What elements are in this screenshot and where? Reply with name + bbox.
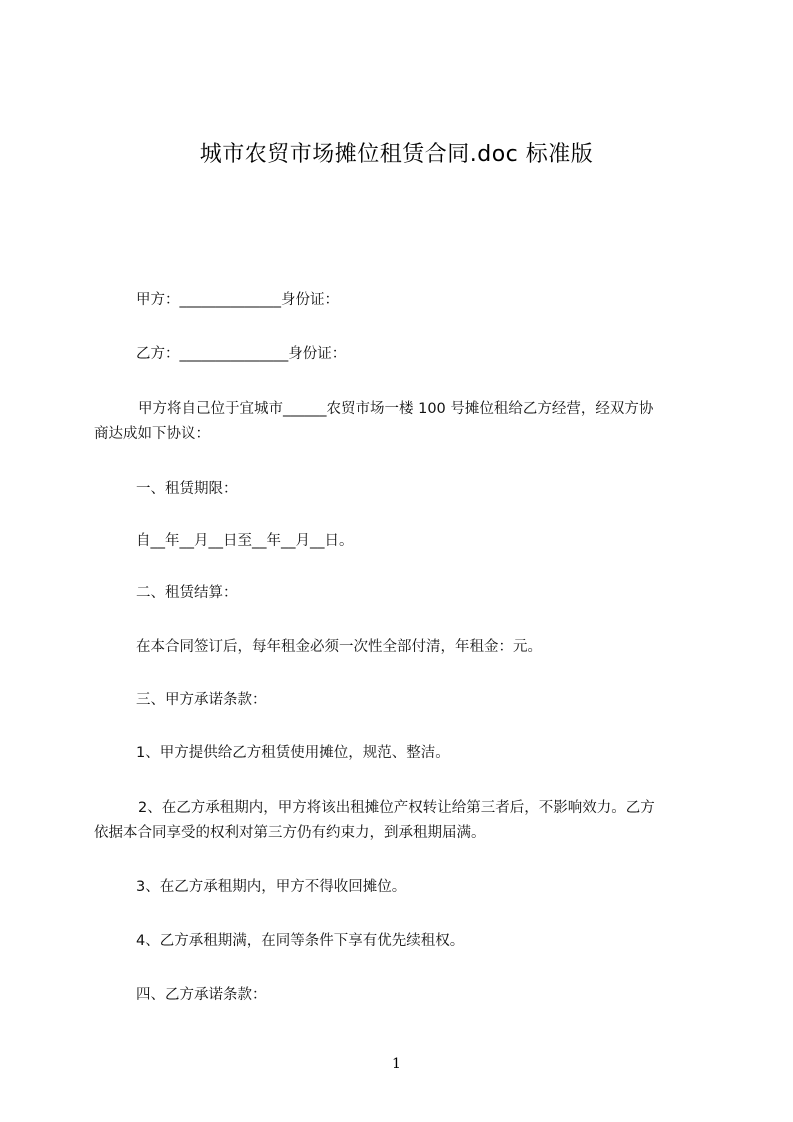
section-4-heading: 四、乙方承诺条款： [136, 987, 267, 1003]
clause-3-3: 3、在乙方承租期内，甲方不得收回摊位。 [136, 879, 407, 895]
clause-3-2-line-2: 依据本合同享受的权利对第三方仍有约束力，到承租期届满。 [94, 825, 486, 841]
page-number: 1 [392, 1056, 401, 1072]
intro-paragraph [94, 397, 714, 447]
clause-3-2 [94, 796, 714, 846]
section-1-heading: 一、租赁期限： [136, 481, 238, 497]
settlement-text: 在本合同签订后，每年租金必须一次性全部付清，年租金：元。 [136, 639, 542, 655]
section-2-heading: 二、租赁结算： [136, 585, 238, 601]
clause-3-1: 1、甲方提供给乙方租赁使用摊位，规范、整洁。 [136, 745, 450, 761]
document-title: 城市农贸市场摊位租赁合同.doc 标准版 [199, 142, 594, 167]
intro-line-1: 甲方将自己位于宜城市______农贸市场一楼 100 号摊位租给乙方经营，经双方协 [138, 401, 654, 417]
party-a-line: 甲方：______________身份证： [136, 292, 339, 308]
party-b-line: 乙方：_______________身份证： [136, 346, 347, 362]
clause-3-4: 4、乙方承租期满，在同等条件下享有优先续租权。 [136, 933, 465, 949]
intro-line-2: 商达成如下协议： [94, 426, 210, 442]
lease-period: 自__年__月__日至__年__月__日。 [136, 533, 354, 549]
clause-3-2-line-1: 2、在乙方承租期内，甲方将该出租摊位产权转让给第三者后，不影响效力。乙方 [138, 800, 655, 816]
section-3-heading: 三、甲方承诺条款： [136, 692, 267, 708]
